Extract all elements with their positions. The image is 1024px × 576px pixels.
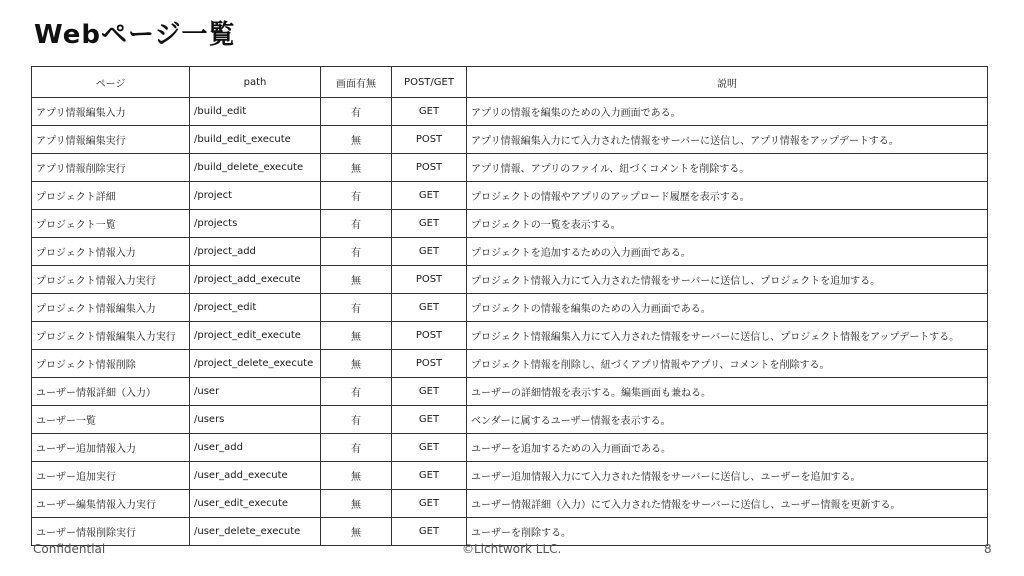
table-row (32, 462, 988, 490)
cell-path: /project_add_execute (190, 266, 321, 294)
cell-method: GET (392, 434, 467, 462)
cell-path: /build_edit_execute (190, 126, 321, 154)
cell-description: プロジェクト情報編集入力にて入力された情報をサーバーに送信し、プロジェクト情報をアップデートする。 (467, 322, 988, 350)
cell-screen: 有 (321, 406, 392, 434)
page-number: 8 (984, 542, 992, 556)
table-row (32, 406, 988, 434)
cell-screen: 有 (321, 238, 392, 266)
cell-path: /project_edit_execute (190, 322, 321, 350)
header-screen: 画面有無 (321, 67, 392, 98)
cell-method: POST (392, 266, 467, 294)
cell-description: ベンダーに属するユーザー情報を表示する。 (467, 406, 988, 434)
cell-method: POST (392, 154, 467, 182)
cell-screen: 有 (321, 98, 392, 126)
cell-description: アプリの情報を編集のための入力画面である。 (467, 98, 988, 126)
cell-path: /user_add (190, 434, 321, 462)
cell-page: アプリ情報編集入力 (32, 98, 190, 126)
cell-method: GET (392, 490, 467, 518)
cell-description: プロジェクトの情報やアプリのアップロード履歴を表示する。 (467, 182, 988, 210)
cell-method: GET (392, 238, 467, 266)
table-row (32, 322, 988, 350)
table-row (32, 182, 988, 210)
cell-page: プロジェクト情報入力実行 (32, 266, 190, 294)
table-row (32, 266, 988, 294)
header-method: POST/GET (392, 67, 467, 98)
table-row (32, 294, 988, 322)
header-path: path (190, 67, 321, 98)
header-page: ページ (32, 67, 190, 98)
cell-page: プロジェクト詳細 (32, 182, 190, 210)
cell-description: ユーザーを削除する。 (467, 518, 988, 546)
cell-method: POST (392, 126, 467, 154)
cell-path: /user_delete_execute (190, 518, 321, 546)
cell-method: GET (392, 378, 467, 406)
cell-description: プロジェクトを追加するための入力画面である。 (467, 238, 988, 266)
cell-method: GET (392, 462, 467, 490)
cell-path: /user_add_execute (190, 462, 321, 490)
cell-path: /users (190, 406, 321, 434)
cell-screen: 無 (321, 322, 392, 350)
cell-screen: 無 (321, 266, 392, 294)
cell-page: ユーザー追加情報入力 (32, 434, 190, 462)
page-list-table (31, 66, 988, 546)
cell-screen: 無 (321, 350, 392, 378)
cell-method: GET (392, 406, 467, 434)
table-row (32, 378, 988, 406)
cell-screen: 無 (321, 462, 392, 490)
cell-description: ユーザーを追加するための入力画面である。 (467, 434, 988, 462)
cell-path: /project (190, 182, 321, 210)
cell-method: GET (392, 182, 467, 210)
cell-description: ユーザー情報詳細（入力）にて入力された情報をサーバーに送信し、ユーザー情報を更新する。 (467, 490, 988, 518)
cell-description: ユーザー追加情報入力にて入力された情報をサーバーに送信し、ユーザーを追加する。 (467, 462, 988, 490)
cell-method: GET (392, 294, 467, 322)
cell-page: プロジェクト情報削除 (32, 350, 190, 378)
cell-path: /project_edit (190, 294, 321, 322)
cell-path: /build_edit (190, 98, 321, 126)
cell-screen: 無 (321, 518, 392, 546)
cell-screen: 無 (321, 154, 392, 182)
cell-page: ユーザー追加実行 (32, 462, 190, 490)
cell-method: POST (392, 322, 467, 350)
cell-page: プロジェクト情報入力 (32, 238, 190, 266)
cell-path: /build_delete_execute (190, 154, 321, 182)
cell-screen: 有 (321, 210, 392, 238)
cell-screen: 有 (321, 182, 392, 210)
cell-path: /project_delete_execute (190, 350, 321, 378)
table-row (32, 98, 988, 126)
cell-description: プロジェクトの一覧を表示する。 (467, 210, 988, 238)
header-description: 説明 (467, 67, 988, 98)
cell-description: ユーザーの詳細情報を表示する。編集画面も兼ねる。 (467, 378, 988, 406)
copyright: ©Lichtwork LLC. (462, 542, 562, 556)
cell-method: GET (392, 210, 467, 238)
cell-path: /project_add (190, 238, 321, 266)
table-row (32, 434, 988, 462)
table-row (32, 238, 988, 266)
cell-description: アプリ情報編集入力にて入力された情報をサーバーに送信し、アプリ情報をアップデートする。 (467, 126, 988, 154)
cell-screen: 有 (321, 434, 392, 462)
table-row (32, 350, 988, 378)
cell-method: GET (392, 518, 467, 546)
cell-page: アプリ情報編集実行 (32, 126, 190, 154)
cell-description: プロジェクト情報入力にて入力された情報をサーバーに送信し、プロジェクトを追加する。 (467, 266, 988, 294)
cell-page: アプリ情報削除実行 (32, 154, 190, 182)
cell-page: プロジェクト情報編集入力実行 (32, 322, 190, 350)
cell-page: ユーザー情報詳細（入力） (32, 378, 190, 406)
cell-screen: 有 (321, 378, 392, 406)
confidential-label: Confidential (33, 542, 106, 556)
cell-screen: 有 (321, 294, 392, 322)
cell-method: POST (392, 350, 467, 378)
table-row (32, 154, 988, 182)
cell-description: プロジェクト情報を削除し、紐づくアプリ情報やアプリ、コメントを削除する。 (467, 350, 988, 378)
cell-page: ユーザー情報削除実行 (32, 518, 190, 546)
cell-description: アプリ情報、アプリのファイル、紐づくコメントを削除する。 (467, 154, 988, 182)
cell-description: プロジェクトの情報を編集のための入力画面である。 (467, 294, 988, 322)
cell-screen: 無 (321, 490, 392, 518)
cell-page: プロジェクト一覧 (32, 210, 190, 238)
table-header-row (32, 67, 988, 98)
table-row (32, 126, 988, 154)
cell-path: /user_edit_execute (190, 490, 321, 518)
cell-page: プロジェクト情報編集入力 (32, 294, 190, 322)
cell-page: ユーザー編集情報入力実行 (32, 490, 190, 518)
cell-screen: 無 (321, 126, 392, 154)
cell-path: /user (190, 378, 321, 406)
page-title: Webページ一覧 (34, 20, 236, 50)
cell-method: GET (392, 98, 467, 126)
table-row (32, 210, 988, 238)
cell-page: ユーザー一覧 (32, 406, 190, 434)
cell-path: /projects (190, 210, 321, 238)
table-row (32, 490, 988, 518)
